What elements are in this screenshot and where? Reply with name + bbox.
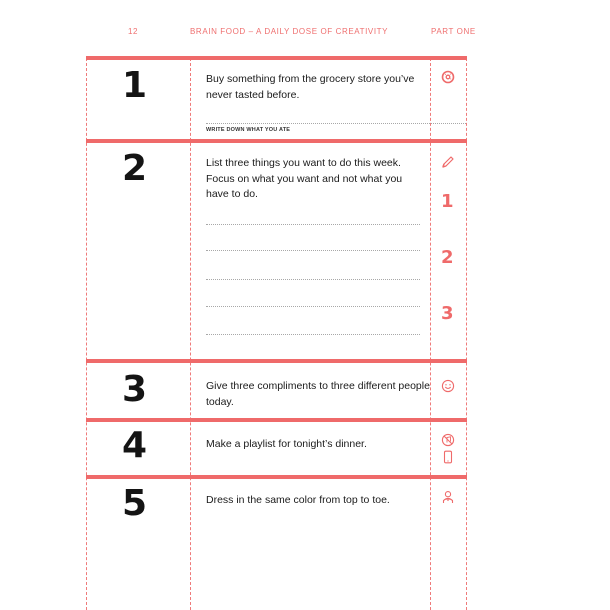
pencil-icon: [441, 155, 455, 169]
task-number: 5: [122, 483, 148, 524]
list-line[interactable]: [206, 224, 420, 225]
page-number: 12: [128, 27, 139, 36]
row-divider: [86, 475, 467, 479]
task-text: Give three compliments to three different people today.: [206, 380, 430, 408]
row-divider: [86, 56, 467, 60]
no-music-icon: [441, 433, 455, 447]
row-divider: [86, 359, 467, 363]
smiley-icon: [441, 379, 455, 393]
donut-icon: [441, 70, 455, 84]
write-line[interactable]: [206, 123, 466, 124]
task-number: 4: [122, 425, 148, 466]
write-caption: WRITE DOWN WHAT YOU ATE: [206, 127, 291, 133]
task-text: Make a playlist for tonight’s dinner.: [206, 438, 367, 450]
task-number: 3: [122, 369, 148, 410]
list-line[interactable]: [206, 306, 420, 307]
task-number: 2: [122, 148, 148, 189]
list-line[interactable]: [206, 279, 420, 280]
task-text: Dress in the same color from top to toe.: [206, 494, 390, 506]
phone-icon: [441, 450, 455, 464]
list-line[interactable]: [206, 334, 420, 335]
running-title: BRAIN FOOD – A DAILY DOSE OF CREATIVITY: [190, 27, 389, 36]
list-line[interactable]: [206, 250, 420, 251]
task-text: Buy something from the grocery store you’ve never tasted before.: [206, 73, 415, 101]
list-number: 1: [441, 191, 454, 212]
list-number: 3: [441, 303, 454, 324]
row-divider: [86, 418, 467, 422]
task-text: List three things you want to do this week. Focus on what you want and not what you have to do.: [206, 157, 403, 200]
section-label: PART ONE: [431, 27, 476, 36]
list-number: 2: [441, 247, 454, 268]
task-number: 1: [122, 65, 148, 106]
row-divider: [86, 139, 467, 143]
person-icon: [441, 490, 455, 504]
